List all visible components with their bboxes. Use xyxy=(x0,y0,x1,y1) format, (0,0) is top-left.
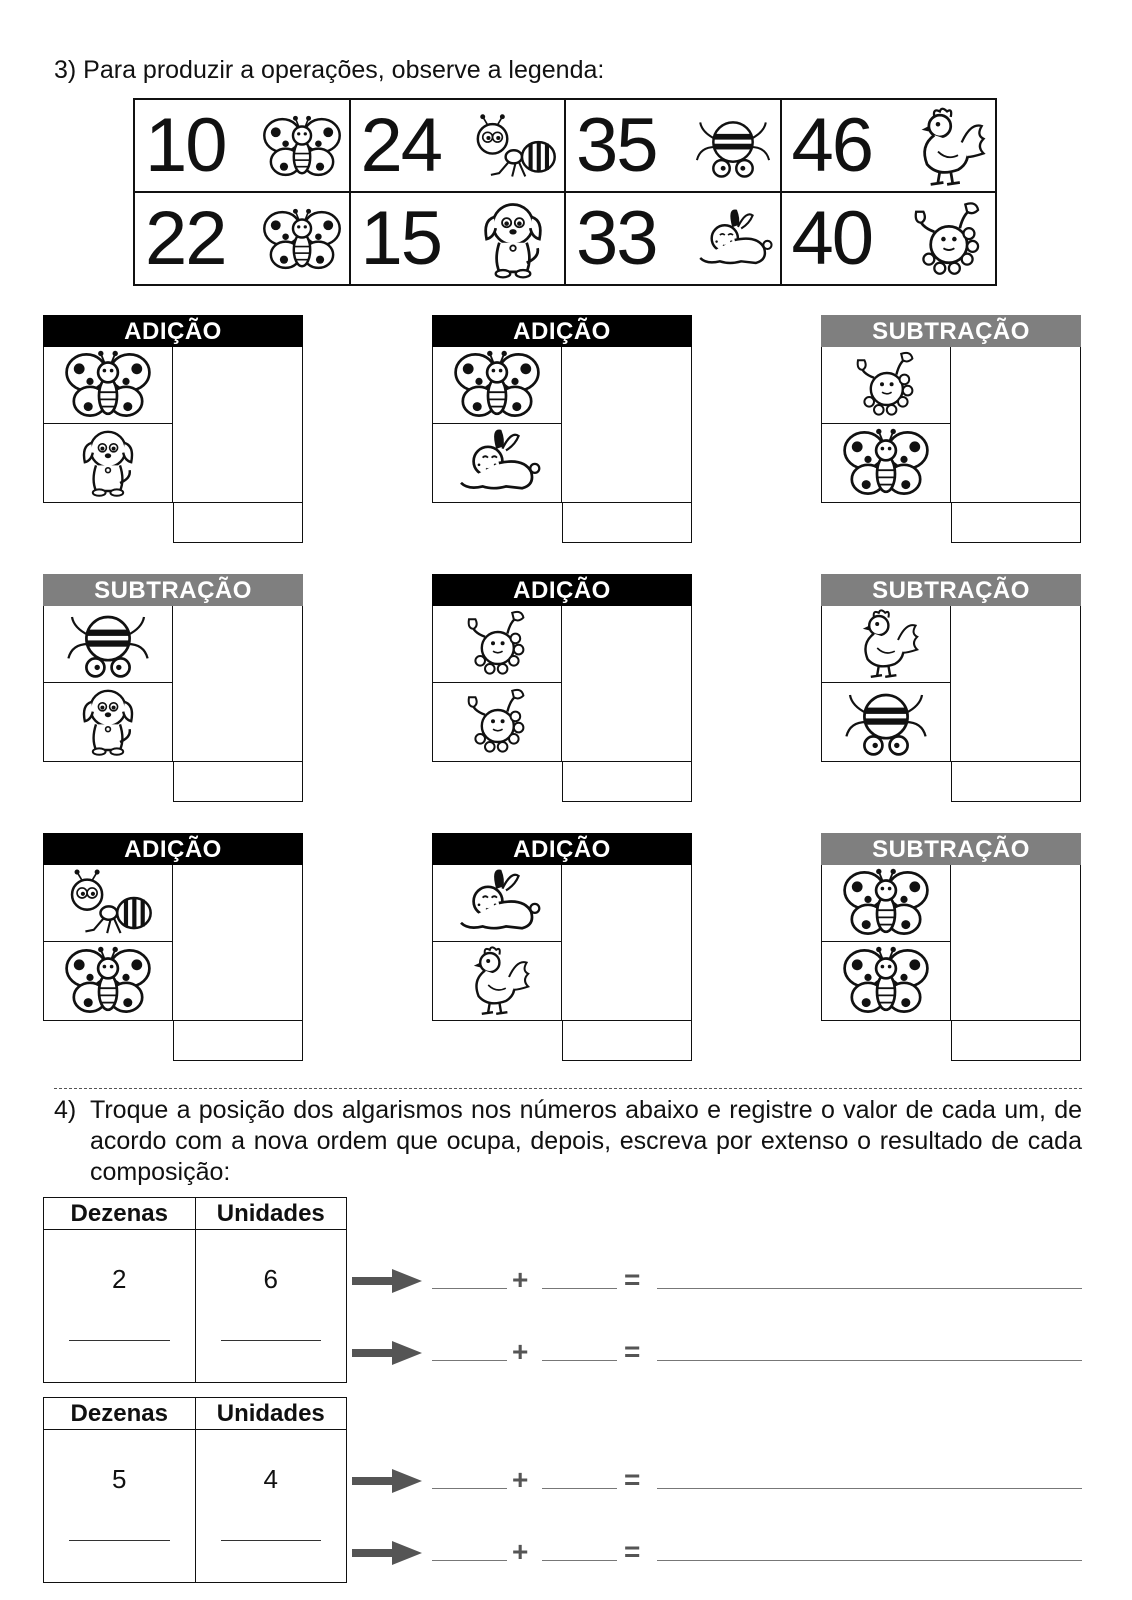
exercise-box xyxy=(821,833,1081,1061)
blank-value-1[interactable] xyxy=(432,1288,507,1289)
butterfly-icon xyxy=(62,349,154,421)
legend-grid xyxy=(133,98,997,286)
legend-value: 33 xyxy=(576,196,657,281)
equals-sign: = xyxy=(624,1336,641,1367)
tens-blank[interactable] xyxy=(69,1540,170,1541)
tens-header: Dezenas xyxy=(44,1198,196,1229)
equals-sign: = xyxy=(624,1464,641,1495)
ant-icon xyxy=(468,106,558,188)
tens-header: Dezenas xyxy=(44,1398,196,1429)
question-number: 4) xyxy=(54,1096,77,1124)
butterfly-icon xyxy=(62,945,154,1017)
legend-cell xyxy=(134,99,350,192)
result-box[interactable] xyxy=(562,1021,692,1061)
table-body xyxy=(44,1430,346,1582)
crab-icon xyxy=(840,349,932,421)
question-4-text xyxy=(54,1095,1082,1188)
legend-value: 40 xyxy=(791,196,873,281)
question-3-title: 3) Para produzir a operações, observe a legenda: xyxy=(54,56,605,84)
butterfly-icon xyxy=(261,106,343,188)
section-divider xyxy=(54,1088,1082,1089)
result-box[interactable] xyxy=(173,503,303,543)
result-box[interactable] xyxy=(173,762,303,802)
exercise-box xyxy=(43,574,303,802)
answer-area[interactable] xyxy=(173,347,303,503)
result-box[interactable] xyxy=(173,1021,303,1061)
legend-value: 15 xyxy=(360,196,442,281)
bunny-icon xyxy=(451,867,543,939)
result-box[interactable] xyxy=(562,503,692,543)
units-header: Unidades xyxy=(216,1400,325,1427)
exercise-box xyxy=(432,315,692,543)
table-body xyxy=(44,1230,346,1382)
blank-result[interactable] xyxy=(657,1488,1082,1489)
answer-area[interactable] xyxy=(951,606,1081,762)
blank-value-2[interactable] xyxy=(542,1360,617,1361)
blank-result[interactable] xyxy=(657,1360,1082,1361)
spider-icon xyxy=(840,686,932,758)
legend-cell xyxy=(134,192,350,285)
result-box[interactable] xyxy=(951,503,1081,543)
blank-result[interactable] xyxy=(657,1288,1082,1289)
answer-area[interactable] xyxy=(562,606,692,762)
operation-header: ADIÇÃO xyxy=(432,315,692,347)
units-column xyxy=(196,1430,347,1582)
bunny-icon xyxy=(451,427,543,499)
legend-value: 24 xyxy=(360,103,442,188)
exercise-box xyxy=(43,315,303,543)
answer-area[interactable] xyxy=(951,865,1081,1021)
operand-column xyxy=(432,865,562,1021)
plus-sign: + xyxy=(512,1264,529,1295)
ant-icon xyxy=(62,867,154,939)
puppy-icon xyxy=(62,686,154,758)
operation-header: SUBTRAÇÃO xyxy=(43,574,303,606)
operand-column xyxy=(43,606,173,762)
operation-header: ADIÇÃO xyxy=(43,833,303,865)
exercise-box xyxy=(821,574,1081,802)
operation-header: SUBTRAÇÃO xyxy=(821,574,1081,606)
answer-line xyxy=(352,1466,1082,1496)
blank-value-1[interactable] xyxy=(432,1560,507,1561)
arrow-right-icon xyxy=(352,1268,422,1294)
legend-cell xyxy=(350,192,566,285)
units-header: Unidades xyxy=(216,1200,325,1227)
units-digit: 6 xyxy=(263,1264,278,1294)
answer-line xyxy=(352,1538,1082,1568)
operand-column xyxy=(43,347,173,503)
plus-sign: + xyxy=(512,1464,529,1495)
rooster-icon xyxy=(907,106,989,188)
arrow-right-icon xyxy=(352,1468,422,1494)
answer-area[interactable] xyxy=(951,347,1081,503)
operation-header: ADIÇÃO xyxy=(432,574,692,606)
spider-icon xyxy=(692,106,774,188)
question-4-instructions: Troque a posição dos algarismos nos números abaixo e registre o valor de cada um, de acordo com a nova ordem que ocupa, depois, escreva por extenso o resultado de cada composição: xyxy=(90,1096,1082,1186)
units-digit: 4 xyxy=(263,1464,278,1494)
tens-blank[interactable] xyxy=(69,1340,170,1341)
butterfly-icon xyxy=(261,199,343,281)
exercise-box xyxy=(432,833,692,1061)
operation-header: ADIÇÃO xyxy=(432,833,692,865)
operand-column xyxy=(821,347,951,503)
operand-column xyxy=(821,865,951,1021)
units-blank[interactable] xyxy=(221,1340,322,1341)
puppy-icon xyxy=(468,199,558,281)
exercise-box xyxy=(432,574,692,802)
answer-line xyxy=(352,1338,1082,1368)
arrow-right-icon xyxy=(352,1540,422,1566)
plus-sign: + xyxy=(512,1536,529,1567)
operand-column xyxy=(432,347,562,503)
blank-value-2[interactable] xyxy=(542,1488,617,1489)
legend-cell xyxy=(781,99,997,192)
crab-icon xyxy=(451,608,543,680)
legend-value: 35 xyxy=(576,103,657,188)
operand-column xyxy=(432,606,562,762)
butterfly-icon xyxy=(840,867,932,939)
legend-cell xyxy=(565,99,781,192)
table-header xyxy=(44,1398,346,1430)
blank-value-1[interactable] xyxy=(432,1360,507,1361)
spider-icon xyxy=(62,608,154,680)
place-value-table xyxy=(43,1197,347,1383)
operand-column xyxy=(43,865,173,1021)
operand-column xyxy=(821,606,951,762)
result-box[interactable] xyxy=(562,762,692,802)
crab-icon xyxy=(451,686,543,758)
equals-sign: = xyxy=(624,1264,641,1295)
butterfly-icon xyxy=(451,349,543,421)
operation-header: ADIÇÃO xyxy=(43,315,303,347)
result-box[interactable] xyxy=(951,1021,1081,1061)
tens-digit: 5 xyxy=(112,1464,127,1494)
crab-icon xyxy=(907,199,989,281)
units-blank[interactable] xyxy=(221,1540,322,1541)
arrow-right-icon xyxy=(352,1340,422,1366)
place-value-table xyxy=(43,1397,347,1583)
puppy-icon xyxy=(62,427,154,499)
blank-value-2[interactable] xyxy=(542,1560,617,1561)
result-box[interactable] xyxy=(951,762,1081,802)
butterfly-icon xyxy=(840,945,932,1017)
units-column xyxy=(196,1230,347,1382)
answer-area[interactable] xyxy=(173,865,303,1021)
blank-result[interactable] xyxy=(657,1560,1082,1561)
rooster-icon xyxy=(451,945,543,1017)
legend-cell xyxy=(350,99,566,192)
operation-header: SUBTRAÇÃO xyxy=(821,833,1081,865)
legend-value: 10 xyxy=(145,103,226,188)
tens-column xyxy=(44,1230,196,1382)
exercise-box xyxy=(821,315,1081,543)
butterfly-icon xyxy=(840,427,932,499)
operation-header: SUBTRAÇÃO xyxy=(821,315,1081,347)
answer-line xyxy=(352,1266,1082,1296)
exercise-box xyxy=(43,833,303,1061)
tens-column xyxy=(44,1430,196,1582)
plus-sign: + xyxy=(512,1336,529,1367)
blank-value-1[interactable] xyxy=(432,1488,507,1489)
answer-area[interactable] xyxy=(173,606,303,762)
answer-area[interactable] xyxy=(562,865,692,1021)
answer-area[interactable] xyxy=(562,347,692,503)
tens-digit: 2 xyxy=(112,1264,127,1294)
equals-sign: = xyxy=(624,1536,641,1567)
legend-value: 46 xyxy=(791,103,873,188)
legend-value: 22 xyxy=(145,196,226,281)
legend-cell xyxy=(565,192,781,285)
table-header xyxy=(44,1198,346,1230)
bunny-icon xyxy=(692,199,774,281)
rooster-icon xyxy=(840,608,932,680)
blank-value-2[interactable] xyxy=(542,1288,617,1289)
legend-cell xyxy=(781,192,997,285)
